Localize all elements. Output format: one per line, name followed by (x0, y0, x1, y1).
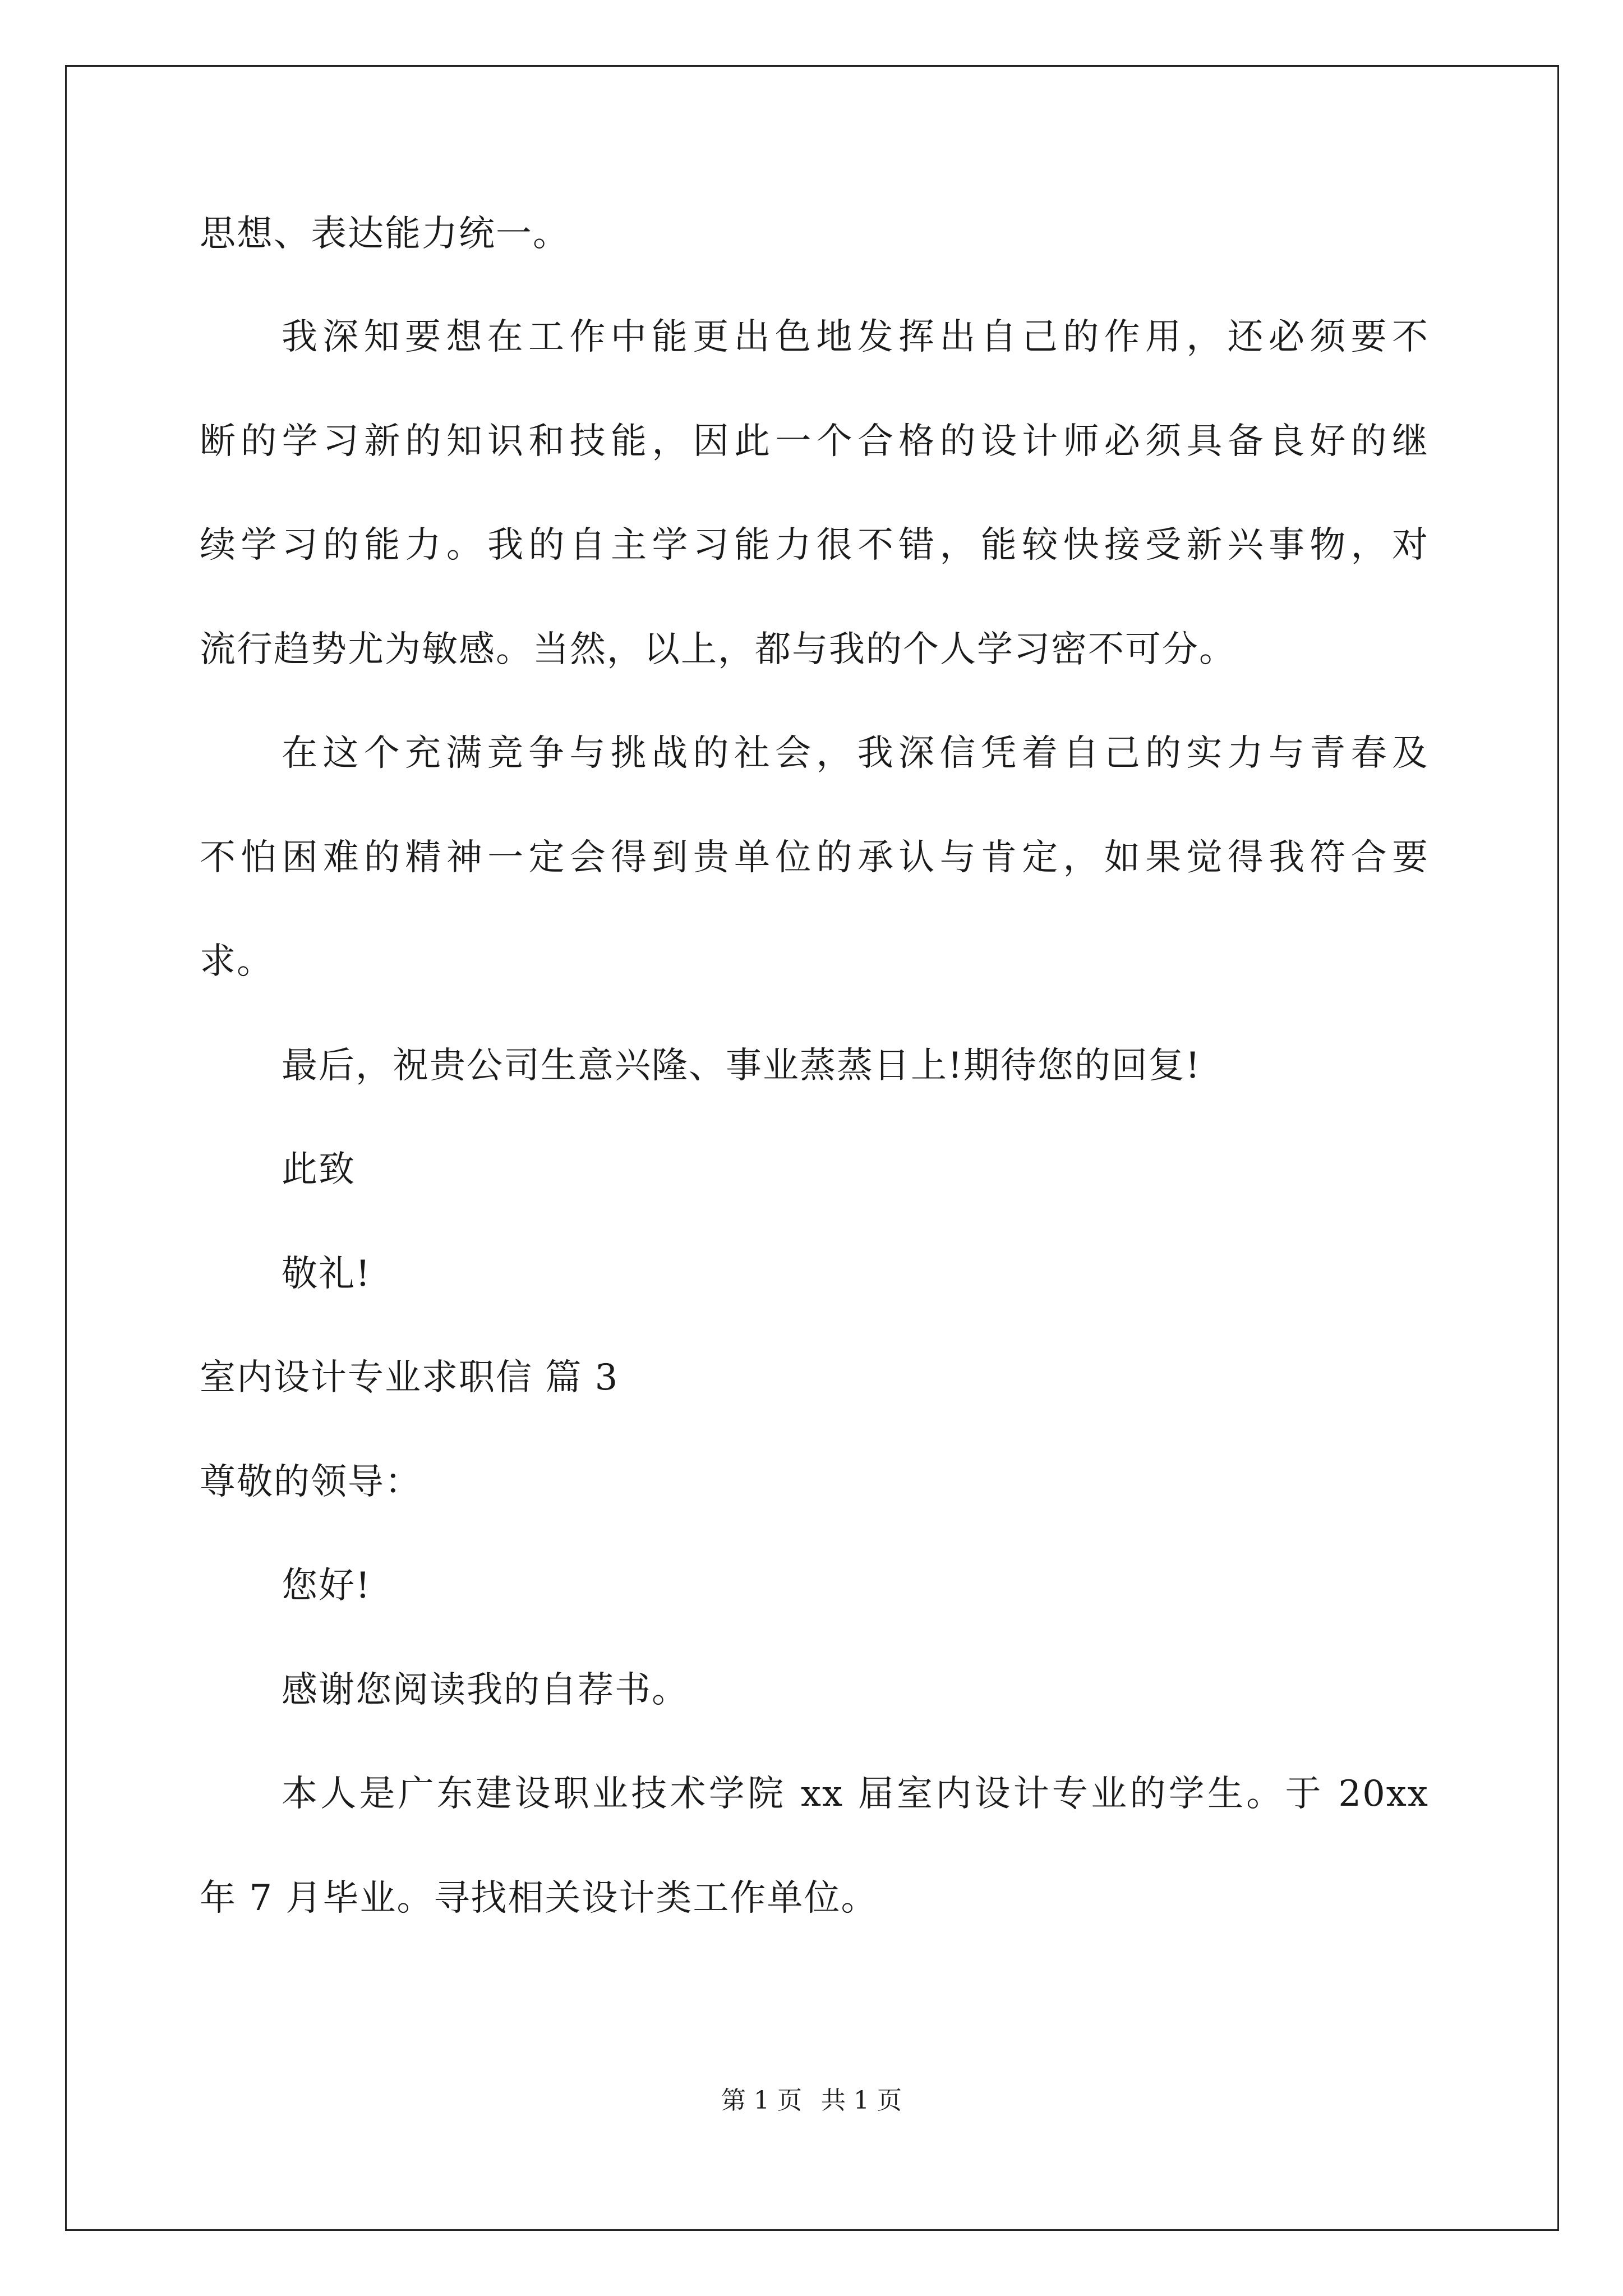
paragraph-line: 断的学习新的知识和技能，因此一个合格的设计师必须具备良好的继 (200, 421, 1429, 462)
paragraph-line: 最后，祝贵公司生意兴隆、事业蒸蒸日上!期待您的回复! (282, 1045, 1201, 1087)
paragraph-line: 流行趋势尤为敏感。当然，以上，都与我的个人学习密不可分。 (200, 629, 1236, 670)
greeting: 您好! (282, 1565, 371, 1607)
closing-line: 敬礼! (282, 1253, 371, 1295)
paragraph-line: 不怕困难的精神一定会得到贵单位的承认与肯定，如果觉得我符合要 (200, 837, 1429, 878)
paragraph-line: 思想、表达能力统一。 (200, 213, 570, 255)
closing-line: 此致 (282, 1149, 356, 1190)
paragraph-line: 在这个充满竞争与挑战的社会，我深信凭着自己的实力与青春及 (282, 733, 1429, 774)
section-title: 室内设计专业求职信 篇 3 (200, 1357, 619, 1398)
paragraph-line: 续学习的能力。我的自主学习能力很不错，能较快接受新兴事物，对 (200, 524, 1429, 566)
page-total: 共 1 页 (821, 2086, 902, 2115)
salutation: 尊敬的领导： (200, 1461, 422, 1503)
paragraph-line: 年 7 月毕业。寻找相关设计类工作单位。 (200, 1878, 878, 1919)
paragraph-line: 求。 (200, 941, 274, 982)
paragraph-line: 我深知要想在工作中能更出色地发挥出自己的作用，还必须要不 (282, 316, 1429, 358)
paragraph-line: 本人是广东建设职业技术学院 xx 届室内设计专业的学生。于 20xx (282, 1773, 1429, 1815)
page-footer (0, 2084, 1623, 2118)
paragraph-line: 感谢您阅读我的自荐书。 (282, 1669, 689, 1711)
page-number: 第 1 页 (721, 2086, 802, 2115)
